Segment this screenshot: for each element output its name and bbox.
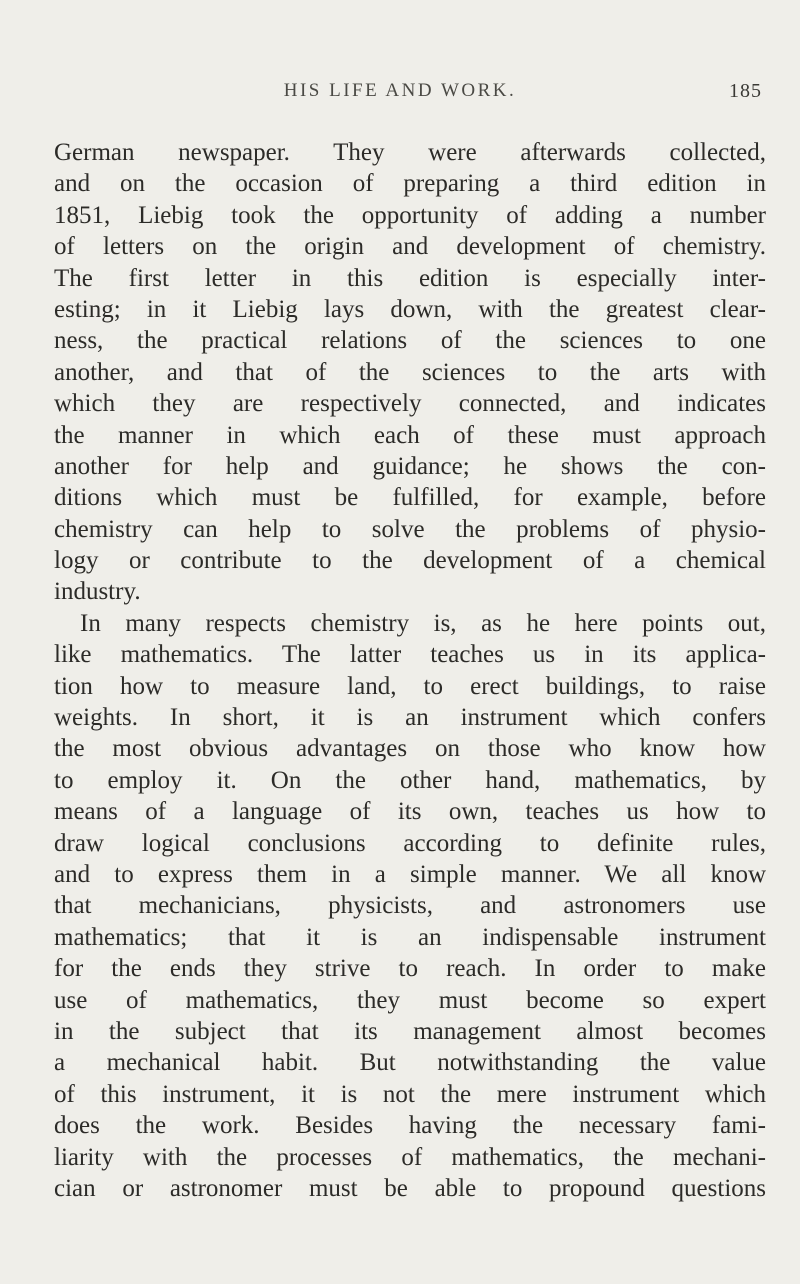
text-line: ness, the practical relations of the sciences to one	[54, 327, 766, 355]
text-line: that mechanicians, physicists, and astronomers use	[54, 892, 766, 920]
text-line: German newspaper. They were afterwards collected,	[54, 139, 766, 166]
text-line: does the work. Besides having the necessary fami-	[54, 1112, 766, 1140]
text-line: use of mathematics, they must become so expert	[54, 986, 766, 1014]
text-line: ditions which must be fulfilled, for example, before	[54, 484, 766, 512]
text-line: which they are respectively connected, and indicates	[54, 390, 766, 418]
text-line: of letters on the origin and development of chemistry.	[54, 233, 766, 261]
text-line: means of a language of its own, teaches us how to	[54, 798, 766, 826]
text-line: draw logical conclusions according to definite rules,	[54, 829, 766, 857]
text-line: of this instrument, it is not the mere instrument which	[54, 1080, 766, 1108]
text-line: weights. In short, it is an instrument which confers	[54, 704, 766, 732]
text-line: another, and that of the sciences to the arts with	[54, 358, 766, 386]
paragraph-first-line: In many respects chemistry is, as he here points out,	[80, 609, 766, 637]
text-line: chemistry can help to solve the problems of physio-	[54, 515, 766, 543]
text-line: esting; in it Liebig lays down, with the greatest clear-	[54, 295, 766, 323]
text-line: logy or contribute to the development of a chemical	[54, 547, 766, 575]
text-line: a mechanical habit. But notwithstanding the value	[54, 1049, 766, 1077]
text-line: another for help and guidance; he shows the con-	[54, 452, 766, 480]
text-line: mathematics; that it is an indispensable instrument	[54, 923, 766, 951]
text-line: the most obvious advantages on those who know how	[54, 735, 766, 763]
text-line: The first letter in this edition is especially inter-	[54, 264, 766, 292]
text-line: tion how to measure land, to erect buildings, to raise	[54, 672, 766, 700]
text-line: and on the occasion of preparing a third edition in	[54, 170, 766, 198]
text-line: like mathematics. The latter teaches us in its applica-	[54, 641, 766, 669]
text-line: industry.	[54, 578, 141, 606]
running-head	[0, 80, 800, 108]
text-line: to employ it. On the other hand, mathematics, by	[54, 766, 766, 794]
text-line: liarity with the processes of mathematics, the mechani-	[54, 1143, 766, 1171]
text-line: cian or astronomer must be able to propound questions	[54, 1174, 766, 1202]
text-line: 1851, Liebig took the opportunity of adding a number	[54, 201, 766, 229]
body-text	[54, 137, 766, 1204]
text-line: and to express them in a simple manner. We all know	[54, 860, 766, 888]
text-line: in the subject that its management almost becomes	[54, 1017, 766, 1045]
running-title: HIS LIFE AND WORK.	[283, 80, 517, 101]
page-number: 185	[729, 80, 762, 102]
text-line: the manner in which each of these must approach	[54, 421, 766, 449]
text-line: for the ends they strive to reach. In order to make	[54, 955, 766, 983]
